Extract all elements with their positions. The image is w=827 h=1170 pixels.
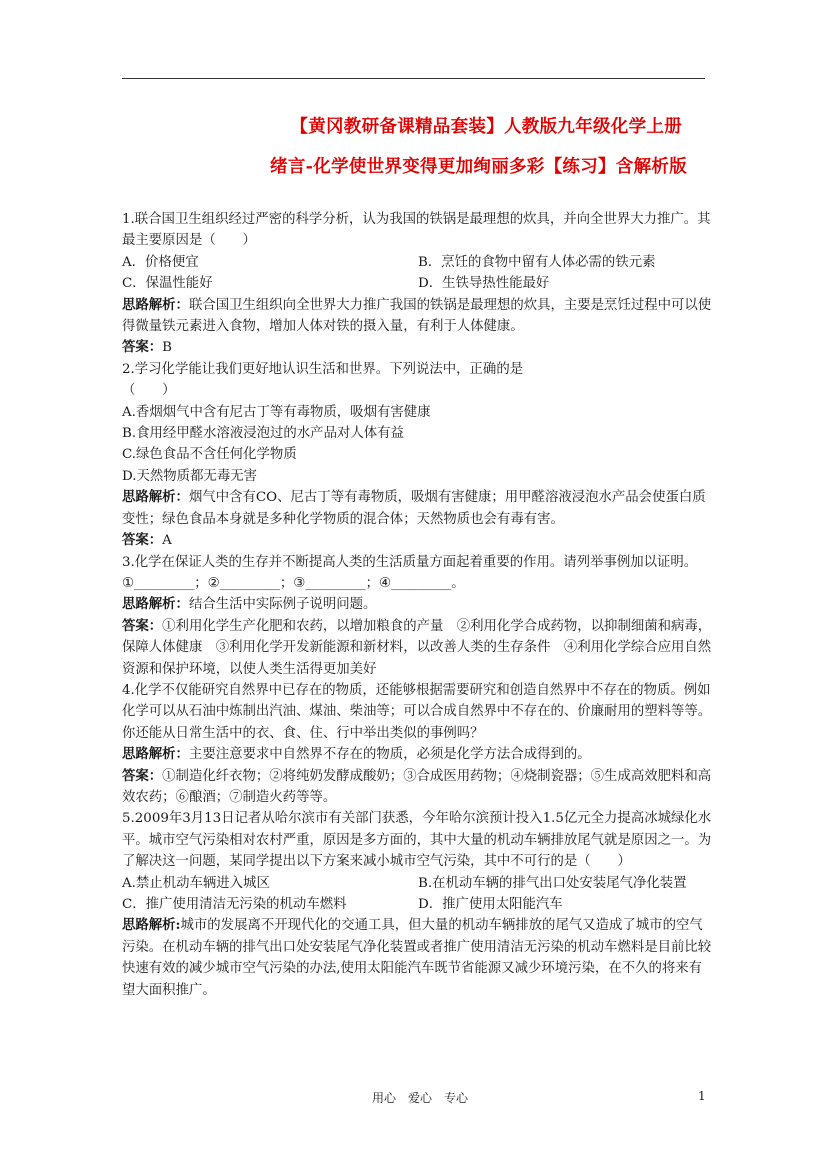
q5-options-row1 [122, 873, 712, 894]
q5-analysis [122, 915, 712, 1001]
q2-option-c: C.绿色食品不含任何化学物质 [122, 447, 297, 463]
q2-answer-label: 答案： [122, 532, 163, 549]
q4-answer-text: ①制造化纤衣物；②将纯奶发酵成酸奶；③合成医用药物；④烧制瓷器；⑤生成高效肥料和高效农药；⑥酿酒；⑦制造火药等等。 [122, 768, 712, 805]
q5-option-c: C．推广使用清洁无污染的机动车燃料 [122, 897, 347, 912]
q5-option-d: D．推广使用太阳能汽车 [418, 897, 563, 912]
q1-option-c: C．保温性能好 [122, 276, 213, 292]
page-number: 1 [698, 1089, 706, 1103]
document-title-line2: 绪言-化学使世界变得更加绚丽多彩【练习】含解析版 [270, 157, 687, 177]
q4-analysis-text: 主要注意要求中自然界不存在的物质，必须是化学方法合成得到的。 [188, 747, 591, 763]
document-body [122, 209, 712, 1001]
q5-option-b: B.在机动车辆的排气出口处安装尾气净化装置 [418, 875, 687, 891]
q4-analysis [122, 744, 712, 765]
q2-answer-text: A [162, 533, 172, 549]
q1-analysis-text: 联合国卫生组织向全世界大力推广我国的铁锅是最理想的炊具，主要是烹饪过程中可以使得微量铁元素进入食物，增加人体对铁的摄入量，有利于人体健康。 [122, 297, 712, 335]
header-rule [122, 78, 705, 79]
q4-answer-label: 答案： [122, 767, 163, 784]
q4-stem: 4.化学不仅能研究自然界中已存在的物质，还能够根据需要研究和创造自然界中不存在的物质。例如化学可以从石油中炼制出汽油、煤油、柴油等；可以合成自然界中不存在的、价廉耐用的塑料等等。你还能从日常生活中的衣、食、住、行中举出类似的事例吗？ [122, 682, 712, 741]
q3-analysis-text: 结合生活中实际例子说明问题。 [188, 597, 377, 613]
q2-stem: 2.学习化学能让我们更好地认识生活和世界。下列说法中，正确的是 [122, 361, 524, 377]
q1-options-row2 [122, 273, 712, 294]
q1-option-b: B．烹饪的食物中留有人体必需的铁元素 [418, 254, 656, 270]
footer-motto: 用心 爱心 专心 [372, 1091, 469, 1105]
q3-answer-text: ①利用化学生产化肥和农药，以增加粮食的产量 ②利用化学合成药物，以抑制细菌和病毒，保障人体健康 ③利用化学开发新能源和新材料，以改善人类的生存条件 ④利用化学综合应用自然资源和保护环境，以使人类生活得更加美好 [122, 618, 712, 677]
q2-option-a: A.香烟烟气中含有尼古丁等有毒物质，吸烟有害健康 [122, 404, 431, 420]
q2-analysis [122, 487, 712, 530]
q3-answer-label: 答案： [122, 617, 163, 634]
q3-analysis-label: 思路解析： [122, 596, 189, 613]
q2-analysis-text: 烟气中含有CO、尼古丁等有毒物质，吸烟有害健康；用甲醛溶液浸泡水产品会使蛋白质变性；绿色食品本身就是多种化学物质的混合体；天然物质也会有毒有害。 [122, 490, 706, 527]
q5-analysis-text: 城市的发展离不开现代化的交通工具，但大量的机动车辆排放的尾气又造成了城市的空气污染。在机动车辆的排气出口处安装尾气净化装置或者推广使用清洁无污染的机动车燃料是目前比较快速有效的减少城市空气污染的办法,使用太阳能汽车既节省能源又减少环境污染，在不久的将来有望大面积推广。 [122, 918, 712, 998]
q1-options-row1 [122, 252, 712, 273]
q4-answer [122, 766, 712, 809]
q2-answer [122, 530, 712, 551]
q1-option-a: A．价格便宜 [122, 254, 199, 270]
q2-blank: （ ） [122, 383, 176, 399]
q1-stem: 1.联合国卫生组织经过严密的科学分析，认为我国的铁锅是最理想的炊具，并向全世界大力推广。其最主要原因是（ ） [122, 212, 711, 249]
q3-stem: 3.化学在保证人类的生存并不断提高人类的生活质量方面起着重要的作用。请列举事例加以证明。 [122, 554, 698, 570]
q5-stem: 5.2009年3月13日记者从哈尔滨市有关部门获悉，今年哈尔滨预计投入1.5亿元全力提高冰城绿化水平。城市空气污染相对农村严重，原因是多方面的，其中大量的机动车辆排放尾气就是原因之一。为了解决这一问题，某同学提出以下方案来减小城市空气污染，其中不可行的是（ ） [122, 811, 712, 870]
q1-answer [122, 337, 712, 358]
q1-answer-text: B [162, 340, 173, 356]
q1-answer-label: 答案： [122, 339, 163, 356]
document-title-line1: 【黄冈教研备课精品套装】人教版九年级化学上册 [290, 117, 682, 137]
q1-analysis [122, 295, 712, 338]
q5-option-a: A.禁止机动车辆进入城区 [122, 875, 270, 891]
q5-analysis-label: 思路解析: [122, 917, 181, 934]
q1-analysis-label: 思路解析： [122, 296, 189, 313]
q2-analysis-label: 思路解析： [122, 489, 189, 506]
q3-blanks: ①_________；②_________；③_________；④_________。 [122, 575, 465, 591]
q2-option-d: D.天然物质都无毒无害 [122, 468, 258, 484]
q3-answer [122, 616, 712, 680]
q1-option-d: D．生铁导热性能最好 [418, 276, 550, 292]
q4-analysis-label: 思路解析： [122, 746, 189, 763]
q2-option-b: B.食用经甲醛水溶液浸泡过的水产品对人体有益 [122, 426, 404, 442]
q5-options-row2 [122, 894, 712, 915]
q3-analysis [122, 594, 712, 615]
